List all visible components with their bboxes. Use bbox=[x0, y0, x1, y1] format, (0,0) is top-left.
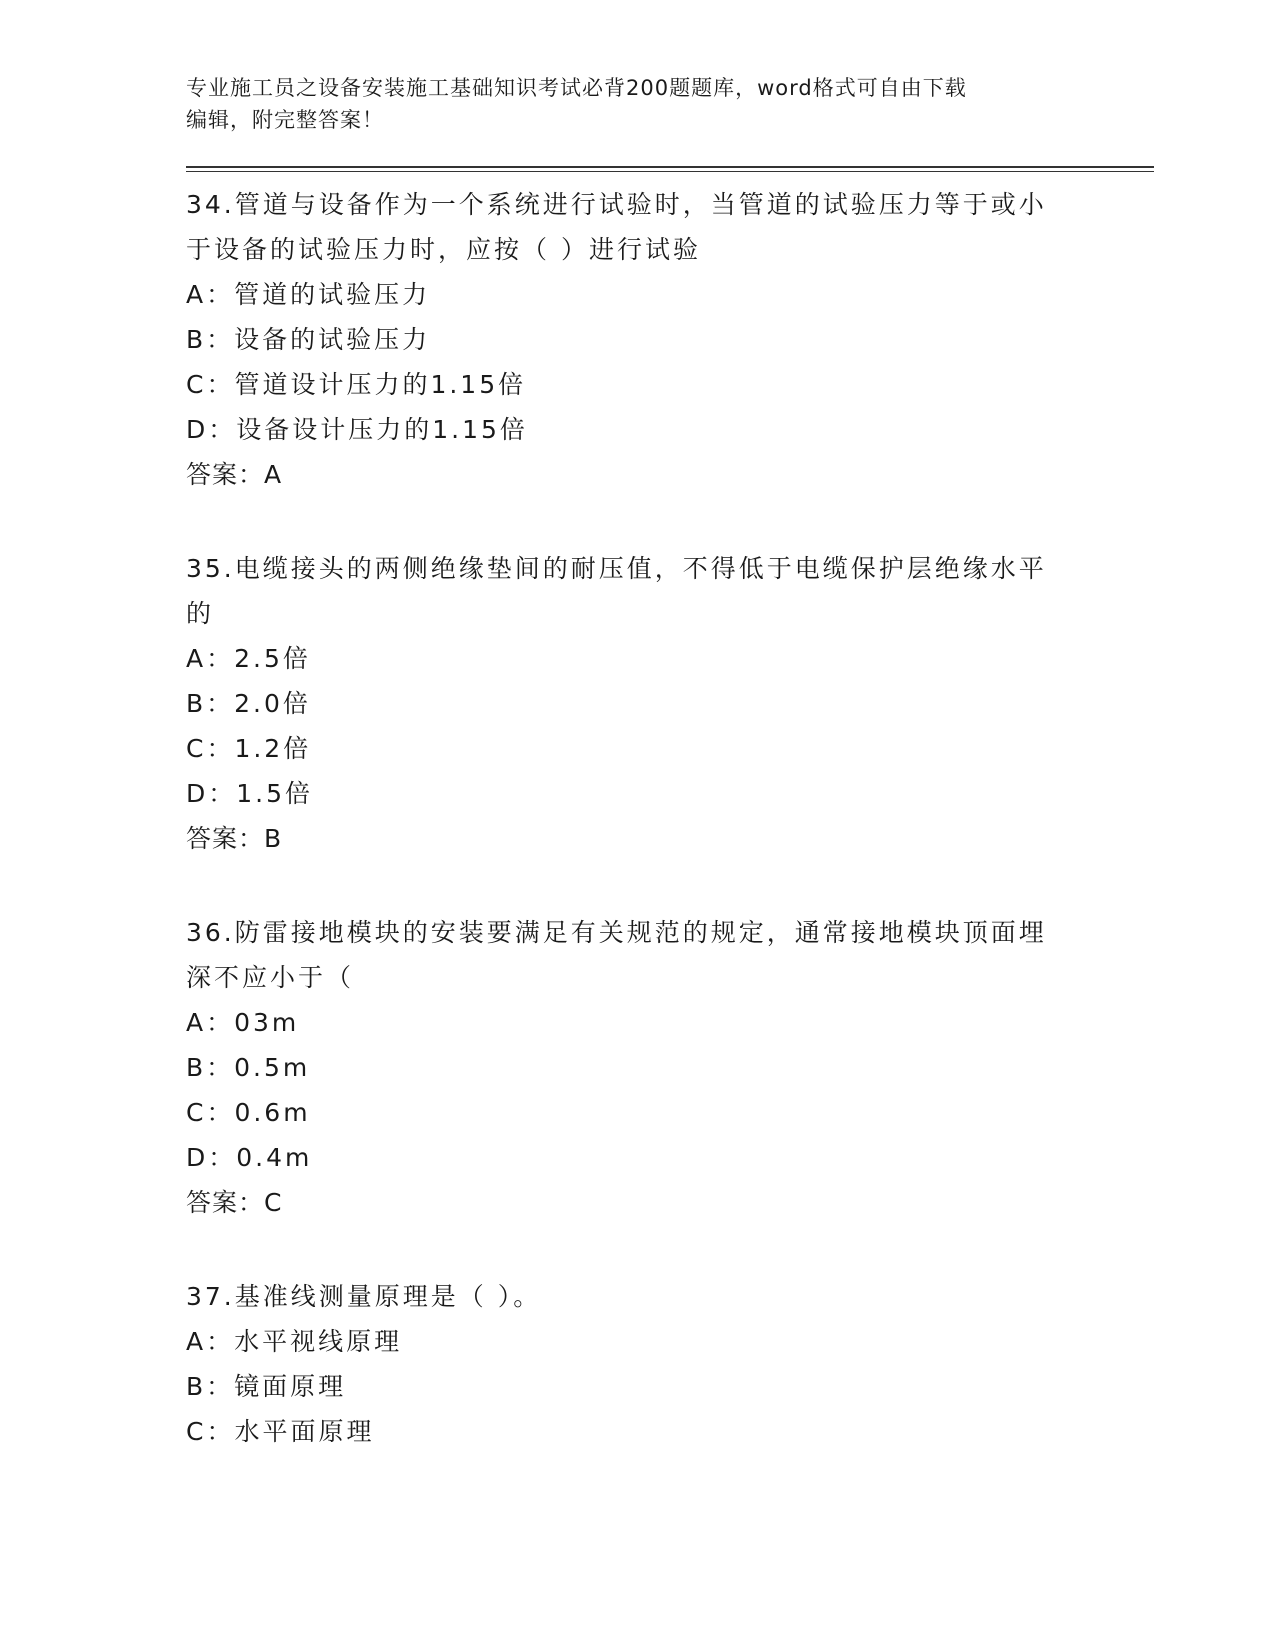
question-37 bbox=[186, 1274, 1146, 1454]
option-a: A：03m bbox=[186, 1008, 300, 1037]
option-a: A：管道的试验压力 bbox=[186, 280, 431, 309]
option-c: C：水平面原理 bbox=[186, 1417, 375, 1446]
option-b: B：2.0倍 bbox=[186, 689, 311, 718]
option-d: D：1.5倍 bbox=[186, 779, 314, 808]
question-35 bbox=[186, 546, 1146, 861]
document-page bbox=[186, 72, 1146, 1454]
header-title-line-2: 编辑，附完整答案！ bbox=[186, 108, 384, 132]
option-b: B：设备的试验压力 bbox=[186, 325, 431, 354]
question-stem-line: 深不应小于（ bbox=[186, 963, 355, 992]
question-spacer bbox=[186, 861, 1146, 910]
option-d: D：设备设计压力的1.15倍 bbox=[186, 415, 528, 444]
question-stem-line: 的 bbox=[186, 599, 215, 628]
header-title-line-1: 专业施工员之设备安装施工基础知识考试必背200题题库，word格式可自由下载 bbox=[186, 76, 967, 100]
question-stem bbox=[186, 546, 1066, 636]
option-a: A：2.5倍 bbox=[186, 644, 311, 673]
document-header bbox=[186, 72, 1056, 136]
question-stem-line: 于设备的试验压力时，应按（ ）进行试验 bbox=[186, 235, 701, 264]
question-stem-line: 36.防雷接地模块的安装要满足有关规范的规定，通常接地模块顶面埋 bbox=[186, 918, 1047, 947]
question-stem-line: 34.管道与设备作为一个系统进行试验时，当管道的试验压力等于或小 bbox=[186, 190, 1047, 219]
question-stem bbox=[186, 910, 1066, 1000]
option-c: C：管道设计压力的1.15倍 bbox=[186, 370, 527, 399]
question-36 bbox=[186, 910, 1146, 1225]
header-divider bbox=[186, 166, 1154, 172]
question-spacer bbox=[186, 497, 1146, 546]
option-b: B：0.5m bbox=[186, 1053, 311, 1082]
question-stem-line: 35.电缆接头的两侧绝缘垫间的耐压值，不得低于电缆保护层绝缘水平 bbox=[186, 554, 1047, 583]
option-a: A：水平视线原理 bbox=[186, 1327, 403, 1356]
option-b: B：镜面原理 bbox=[186, 1372, 347, 1401]
option-c: C：0.6m bbox=[186, 1098, 311, 1127]
question-34 bbox=[186, 182, 1146, 497]
question-stem bbox=[186, 182, 1066, 272]
answer-label: 答案：B bbox=[186, 824, 283, 853]
option-c: C：1.2倍 bbox=[186, 734, 312, 763]
question-stem bbox=[186, 1274, 1066, 1319]
answer-label: 答案：A bbox=[186, 460, 283, 489]
question-stem-line: 37.基准线测量原理是（ ）。 bbox=[186, 1282, 542, 1311]
question-spacer bbox=[186, 1225, 1146, 1274]
option-d: D：0.4m bbox=[186, 1143, 313, 1172]
answer-label: 答案：C bbox=[186, 1188, 283, 1217]
